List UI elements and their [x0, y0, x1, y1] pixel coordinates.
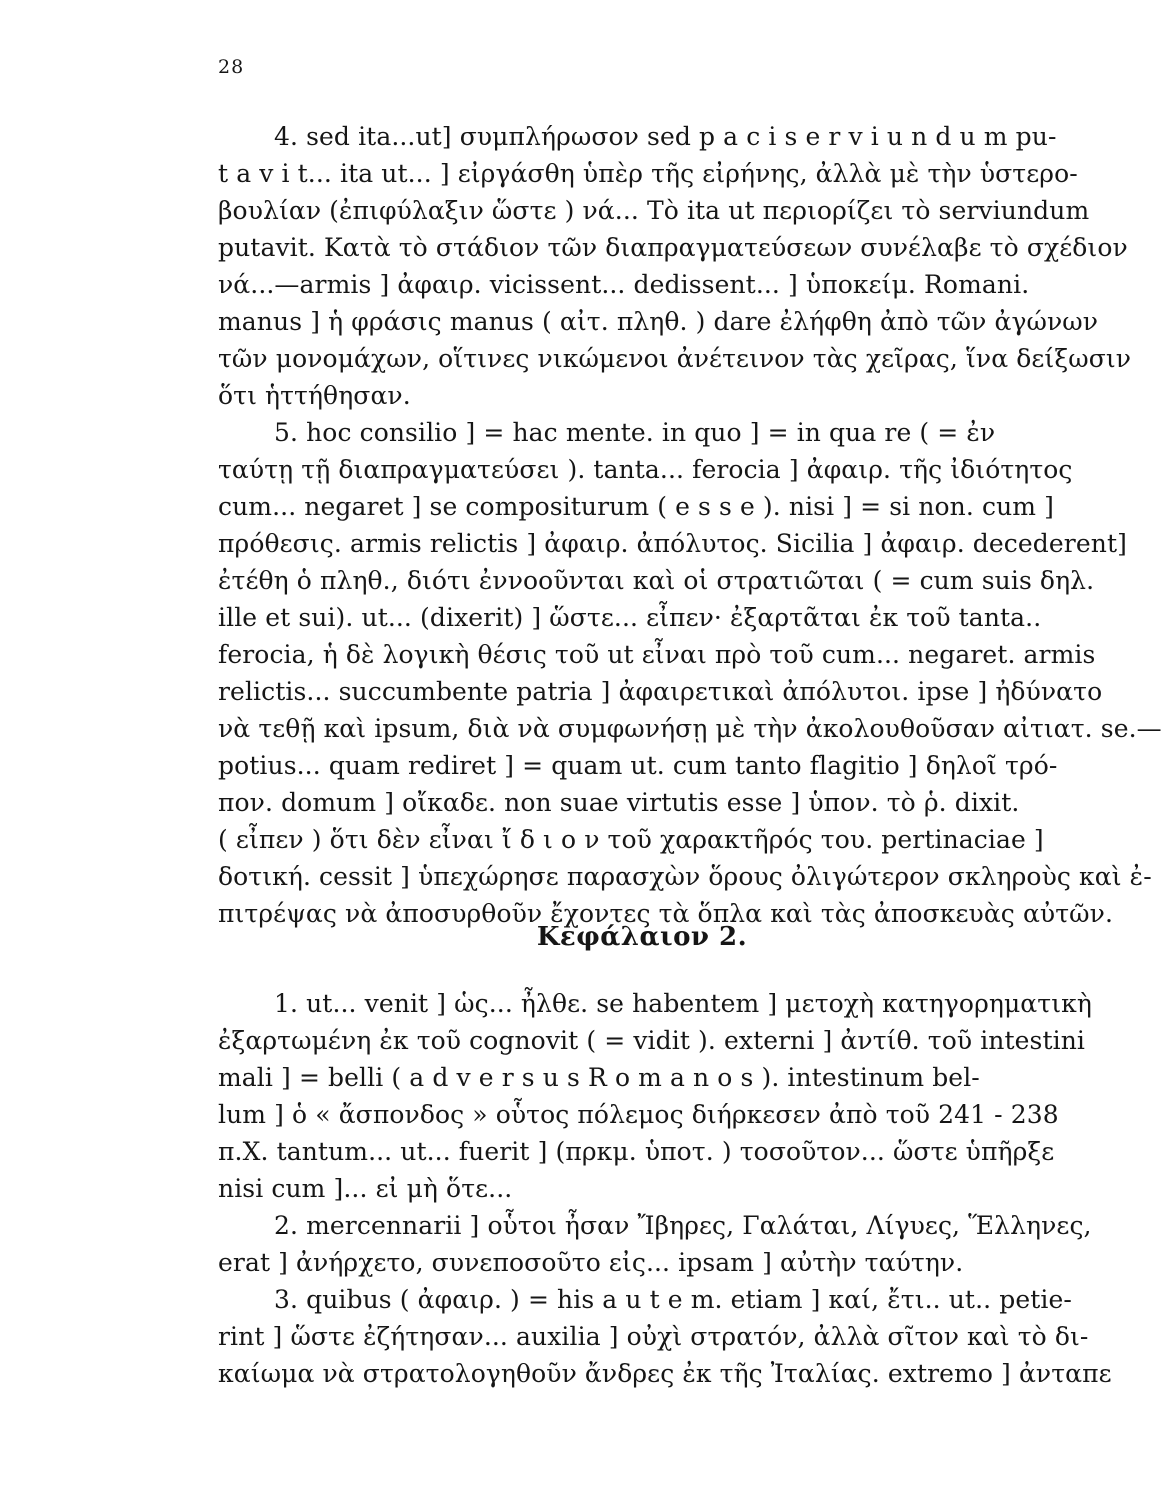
text-line: ταύτῃ τῇ διαπραγματεύσει ). tanta... ferocia ] ἀφαιρ. τῆς ἰδιότητος — [218, 455, 1073, 484]
text-line: πον. domum ] οἴκαδε. non suae virtutis esse ] ὑπον. τὸ ῥ. dixit. — [218, 788, 1020, 817]
commentary-section-chapter-1 — [218, 118, 1162, 932]
text-line: 1. ut... venit ] ὡς... ἦλθε. se habentem ] μετοχὴ κατηγορηματικὴ — [274, 989, 1092, 1018]
text-line: relictis... succumbente patria ] ἀφαιρετικαὶ ἀπόλυτοι. ipse ] ἠδύνατο — [218, 677, 1103, 706]
text-line: mali ] = belli ( a d v e r s u s R o m a n o s ). intestinum bel- — [218, 1063, 980, 1092]
text-line: 2. mercennarii ] οὗτοι ἦσαν Ἴβηρες, Γαλάται, Λίγυες, Ἕλληνες, — [274, 1211, 1092, 1240]
text-line: ille et sui). ut... (dixerit) ] ὥστε... εἶπεν· ἐξαρτᾶται ἐκ τοῦ tanta.. — [218, 603, 1042, 632]
chapter-heading: Κεφάλαιον 2. — [536, 922, 748, 952]
text-line: καίωμα νὰ στρατολογηθοῦν ἄνδρες ἐκ τῆς Ἰταλίας. extremo ] ἀνταπε — [218, 1359, 1112, 1388]
text-line: cum... negaret ] se compositurum ( e s s e ). nisi ] = si non. cum ] — [218, 492, 1054, 521]
text-line: πιτρέψας νὰ ἀποσυρθοῦν ἔχοντες τὰ ὅπλα καὶ τὰς ἀποσκευὰς αὐτῶν. — [218, 899, 1113, 928]
text-line: potius... quam rediret ] = quam ut. cum tanto flagitio ] δηλοῖ τρό- — [218, 751, 1058, 780]
text-line: manus ] ἡ φράσις manus ( αἰτ. πληθ. ) dare ἐλήφθη ἀπὸ τῶν ἀγώνων — [218, 307, 1099, 336]
text-line: νὰ τεθῇ καὶ ipsum, διὰ νὰ συμφωνήσῃ μὲ τὴν ἀκολουθοῦσαν αἰτιατ. se.— — [218, 714, 1162, 743]
text-line: δοτική. cessit ] ὑπεχώρησε παρασχὼν ὅρους ὀλιγώτερον σκληροὺς καὶ ἐ- — [218, 862, 1152, 891]
text-line: νά...—armis ] ἀφαιρ. vicissent... dedissent... ] ὑποκείμ. Romani. — [218, 270, 1030, 299]
text-line: rint ] ὥστε ἐζήτησαν... auxilia ] οὐχὶ στρατόν, ἀλλὰ σῖτον καὶ τὸ δι- — [218, 1322, 1089, 1351]
text-line: erat ] ἀνήρχετο, συνεποσοῦτο εἰς... ipsam ] αὐτὴν ταύτην. — [218, 1248, 964, 1277]
text-line: putavit. Κατὰ τὸ στάδιον τῶν διαπραγματεύσεων συνέλαβε τὸ σχέδιον — [218, 233, 1128, 262]
text-line: π.Χ. tantum... ut... fuerit ] (πρκμ. ὑποτ. ) τοσοῦτον... ὥστε ὑπῆρξε — [218, 1137, 1055, 1166]
commentary-section-chapter-2 — [218, 985, 1112, 1392]
text-line: ἐξαρτωμένη ἐκ τοῦ cognovit ( = vidit ). externi ] ἀντίθ. τοῦ intestini — [218, 1026, 1086, 1055]
text-line: πρόθεσις. armis relictis ] ἀφαιρ. ἀπόλυτος. Sicilia ] ἀφαιρ. decederent] — [218, 529, 1127, 558]
text-line: ( εἶπεν ) ὅτι δὲν εἶναι ἴ δ ι ο ν τοῦ χαρακτῆρός του. pertinaciae ] — [218, 825, 1044, 854]
text-line: ὅτι ἡττήθησαν. — [218, 381, 411, 410]
page-number: 28 — [218, 56, 245, 78]
text-line: βουλίαν (ἐπιφύλαξιν ὥστε ) νά... Τὸ ita ut περιορίζει τὸ serviundum — [218, 196, 1090, 225]
text-line: lum ] ὁ « ἄσπονδος » οὗτος πόλεμος διήρκεσεν ἀπὸ τοῦ 241 - 238 — [218, 1100, 1059, 1129]
text-line: nisi cum ]... εἰ μὴ ὅτε... — [218, 1174, 513, 1203]
text-line: 4. sed ita...ut] συμπλήρωσον sed p a c i s e r v i u n d u m pu- — [274, 122, 1057, 151]
text-line: ἐτέθη ὁ πληθ., διότι ἐννοοῦνται καὶ οἱ στρατιῶται ( = cum suis δηλ. — [218, 566, 1095, 595]
text-line: 3. quibus ( ἀφαιρ. ) = his a u t e m. etiam ] καί, ἔτι.. ut.. petie- — [274, 1285, 1072, 1314]
text-line: 5. hoc consilio ] = hac mente. in quo ] = in qua re ( = ἐν — [274, 418, 996, 447]
text-line: τῶν μονομάχων, οἵτινες νικώμενοι ἀνέτεινον τὰς χεῖρας, ἵνα δείξωσιν — [218, 344, 1132, 373]
text-line: t a v i t... ita ut... ] εἰργάσθη ὑπὲρ τῆς εἰρήνης, ἀλλὰ μὲ τὴν ὑστερο- — [218, 159, 1078, 188]
text-line: ferocia, ἡ δὲ λογικὴ θέσις τοῦ ut εἶναι πρὸ τοῦ cum... negaret. armis — [218, 640, 1096, 669]
